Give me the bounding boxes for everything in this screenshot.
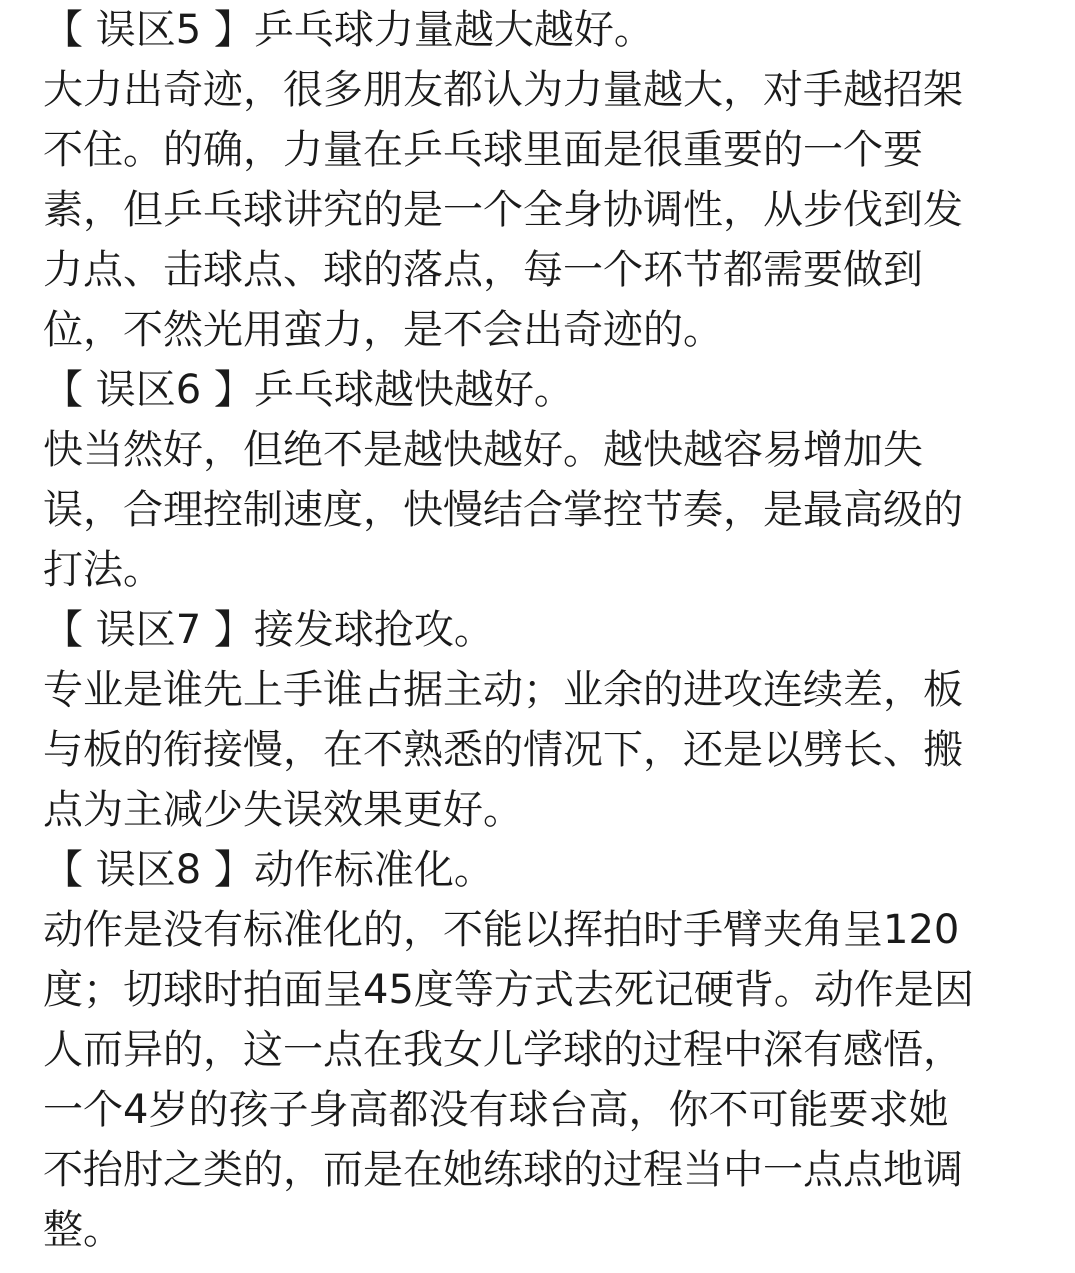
paragraph-line: 力点、击球点、球的落点，每一个环节都需要做到 [43,247,923,293]
paragraph-line: 素，但乒乓球讲究的是一个全身协调性，从步伐到发 [43,187,963,233]
paragraph-line: 不住。的确，力量在乒乓球里面是很重要的一个要 [43,127,923,173]
paragraph-line: 位，不然光用蛮力，是不会出奇迹的。 [43,307,723,353]
paragraph-line: 不抬肘之类的，而是在她练球的过程当中一点点地调 [43,1147,963,1193]
paragraph-line: 度；切球时拍面呈45度等方式去死记硬背。动作是因 [43,967,974,1013]
heading-myth-6: 【 误区6 】乒乓球越快越好。 [43,367,574,413]
article-text [43,0,1033,1260]
paragraph-line: 动作是没有标准化的，不能以挥拍时手臂夹角呈120 [43,907,960,953]
paragraph-line: 大力出奇迹，很多朋友都认为力量越大，对手越招架 [43,67,963,113]
paragraph-line: 快当然好，但绝不是越快越好。越快越容易增加失 [43,427,923,473]
paragraph-line: 人而异的，这一点在我女儿学球的过程中深有感悟， [43,1027,963,1073]
paragraph-line: 误，合理控制速度，快慢结合掌控节奏，是最高级的 [43,487,963,533]
heading-myth-7: 【 误区7 】接发球抢攻。 [43,607,494,653]
paragraph-line: 点为主减少失误效果更好。 [43,787,523,833]
paragraph-line: 打法。 [43,547,163,593]
paragraph-line: 与板的衔接慢，在不熟悉的情况下，还是以劈长、搬 [43,727,963,773]
heading-myth-8: 【 误区8 】动作标准化。 [43,847,494,893]
paragraph-line: 一个4岁的孩子身高都没有球台高，你不可能要求她 [43,1087,949,1133]
heading-myth-5: 【 误区5 】乒乓球力量越大越好。 [43,7,654,53]
paragraph-line: 专业是谁先上手谁占据主动；业余的进攻连续差，板 [43,667,963,713]
paragraph-line: 整。 [43,1207,123,1253]
